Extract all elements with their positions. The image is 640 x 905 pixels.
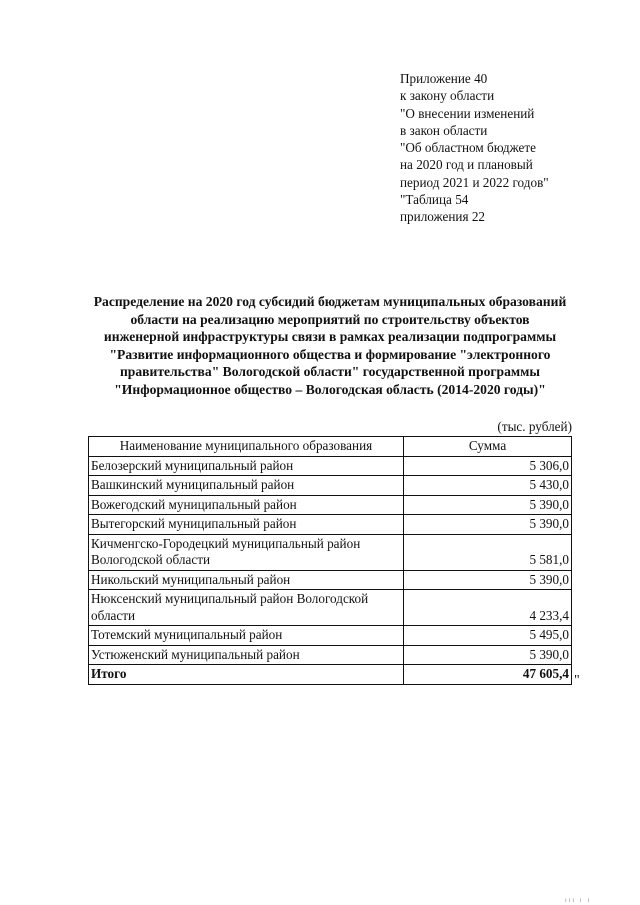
table-row — [89, 495, 572, 515]
appendix-line: на 2020 год и плановый — [400, 157, 533, 173]
row-sum: 5 390,0 — [404, 515, 572, 535]
table-row — [89, 515, 572, 535]
row-name: Вашкинский муниципальный район — [89, 476, 404, 496]
row-sum: 4 233,4 — [404, 590, 572, 626]
table-row — [89, 456, 572, 476]
row-name: Кичменгско-Городецкий муниципальный район Вологодской области — [89, 534, 404, 570]
table-header-row — [89, 437, 572, 457]
row-sum: 5 390,0 — [404, 645, 572, 665]
title-line: правительства" Вологодской области" государственной программы — [119, 364, 541, 380]
appendix-line: "О внесении изменений — [400, 105, 535, 121]
table-row — [89, 476, 572, 496]
appendix-line: приложения 22 — [400, 209, 486, 225]
table-row — [89, 590, 572, 626]
total-sum: 47 605,4 — [404, 665, 572, 685]
total-row — [89, 665, 572, 685]
title-line: инженерной инфраструктуры связи в рамках реализации подпрограммы — [103, 329, 557, 345]
table-row — [89, 534, 572, 570]
subsidy-table — [88, 436, 572, 685]
row-name: Белозерский муниципальный район — [89, 456, 404, 476]
total-label: Итого — [89, 665, 404, 685]
appendix-line: "Об областном бюджете — [400, 140, 536, 156]
title-line: Распределение на 2020 год субсидий бюджетам муниципальных образований — [93, 294, 567, 309]
column-header-sum: Сумма — [404, 437, 572, 457]
row-sum: 5 430,0 — [404, 476, 572, 496]
row-sum: 5 390,0 — [404, 570, 572, 590]
appendix-line: "Таблица 54 — [400, 192, 469, 208]
column-header-name: Наименование муниципального образования — [89, 437, 404, 457]
table-row — [89, 645, 572, 665]
row-name: Никольский муниципальный район — [89, 570, 404, 590]
row-sum: 5 390,0 — [404, 495, 572, 515]
row-sum: 5 495,0 — [404, 626, 572, 646]
document-title — [70, 293, 590, 399]
table-row — [89, 626, 572, 646]
scan-marks: ııı ı ı — [565, 897, 592, 904]
row-name: Тотемский муниципальный район — [89, 626, 404, 646]
closing-quote: " — [574, 673, 580, 688]
appendix-line: к закону области — [400, 88, 495, 104]
title-line: "Развитие информационного общества и формирование "электронного — [109, 346, 551, 362]
row-name: Вожегодский муниципальный район — [89, 495, 404, 515]
row-name: Устюженский муниципальный район — [89, 645, 404, 665]
table-row — [89, 570, 572, 590]
appendix-header — [400, 70, 620, 226]
row-sum: 5 581,0 — [404, 534, 572, 570]
row-name: Нюксенский муниципальный район Вологодской области — [89, 590, 404, 626]
row-name: Вытегорский муниципальный район — [89, 515, 404, 535]
appendix-line: в закон области — [400, 122, 488, 138]
row-sum: 5 306,0 — [404, 456, 572, 476]
appendix-line: Приложение 40 — [400, 71, 488, 86]
title-line: "Информационное общество – Вологодская область (2014-2020 годы)" — [114, 381, 546, 397]
appendix-line: период 2021 и 2022 годов" — [400, 174, 549, 190]
units-label: (тыс. рублей) — [497, 419, 572, 434]
title-line: области на реализацию мероприятий по строительству объектов — [130, 311, 530, 327]
